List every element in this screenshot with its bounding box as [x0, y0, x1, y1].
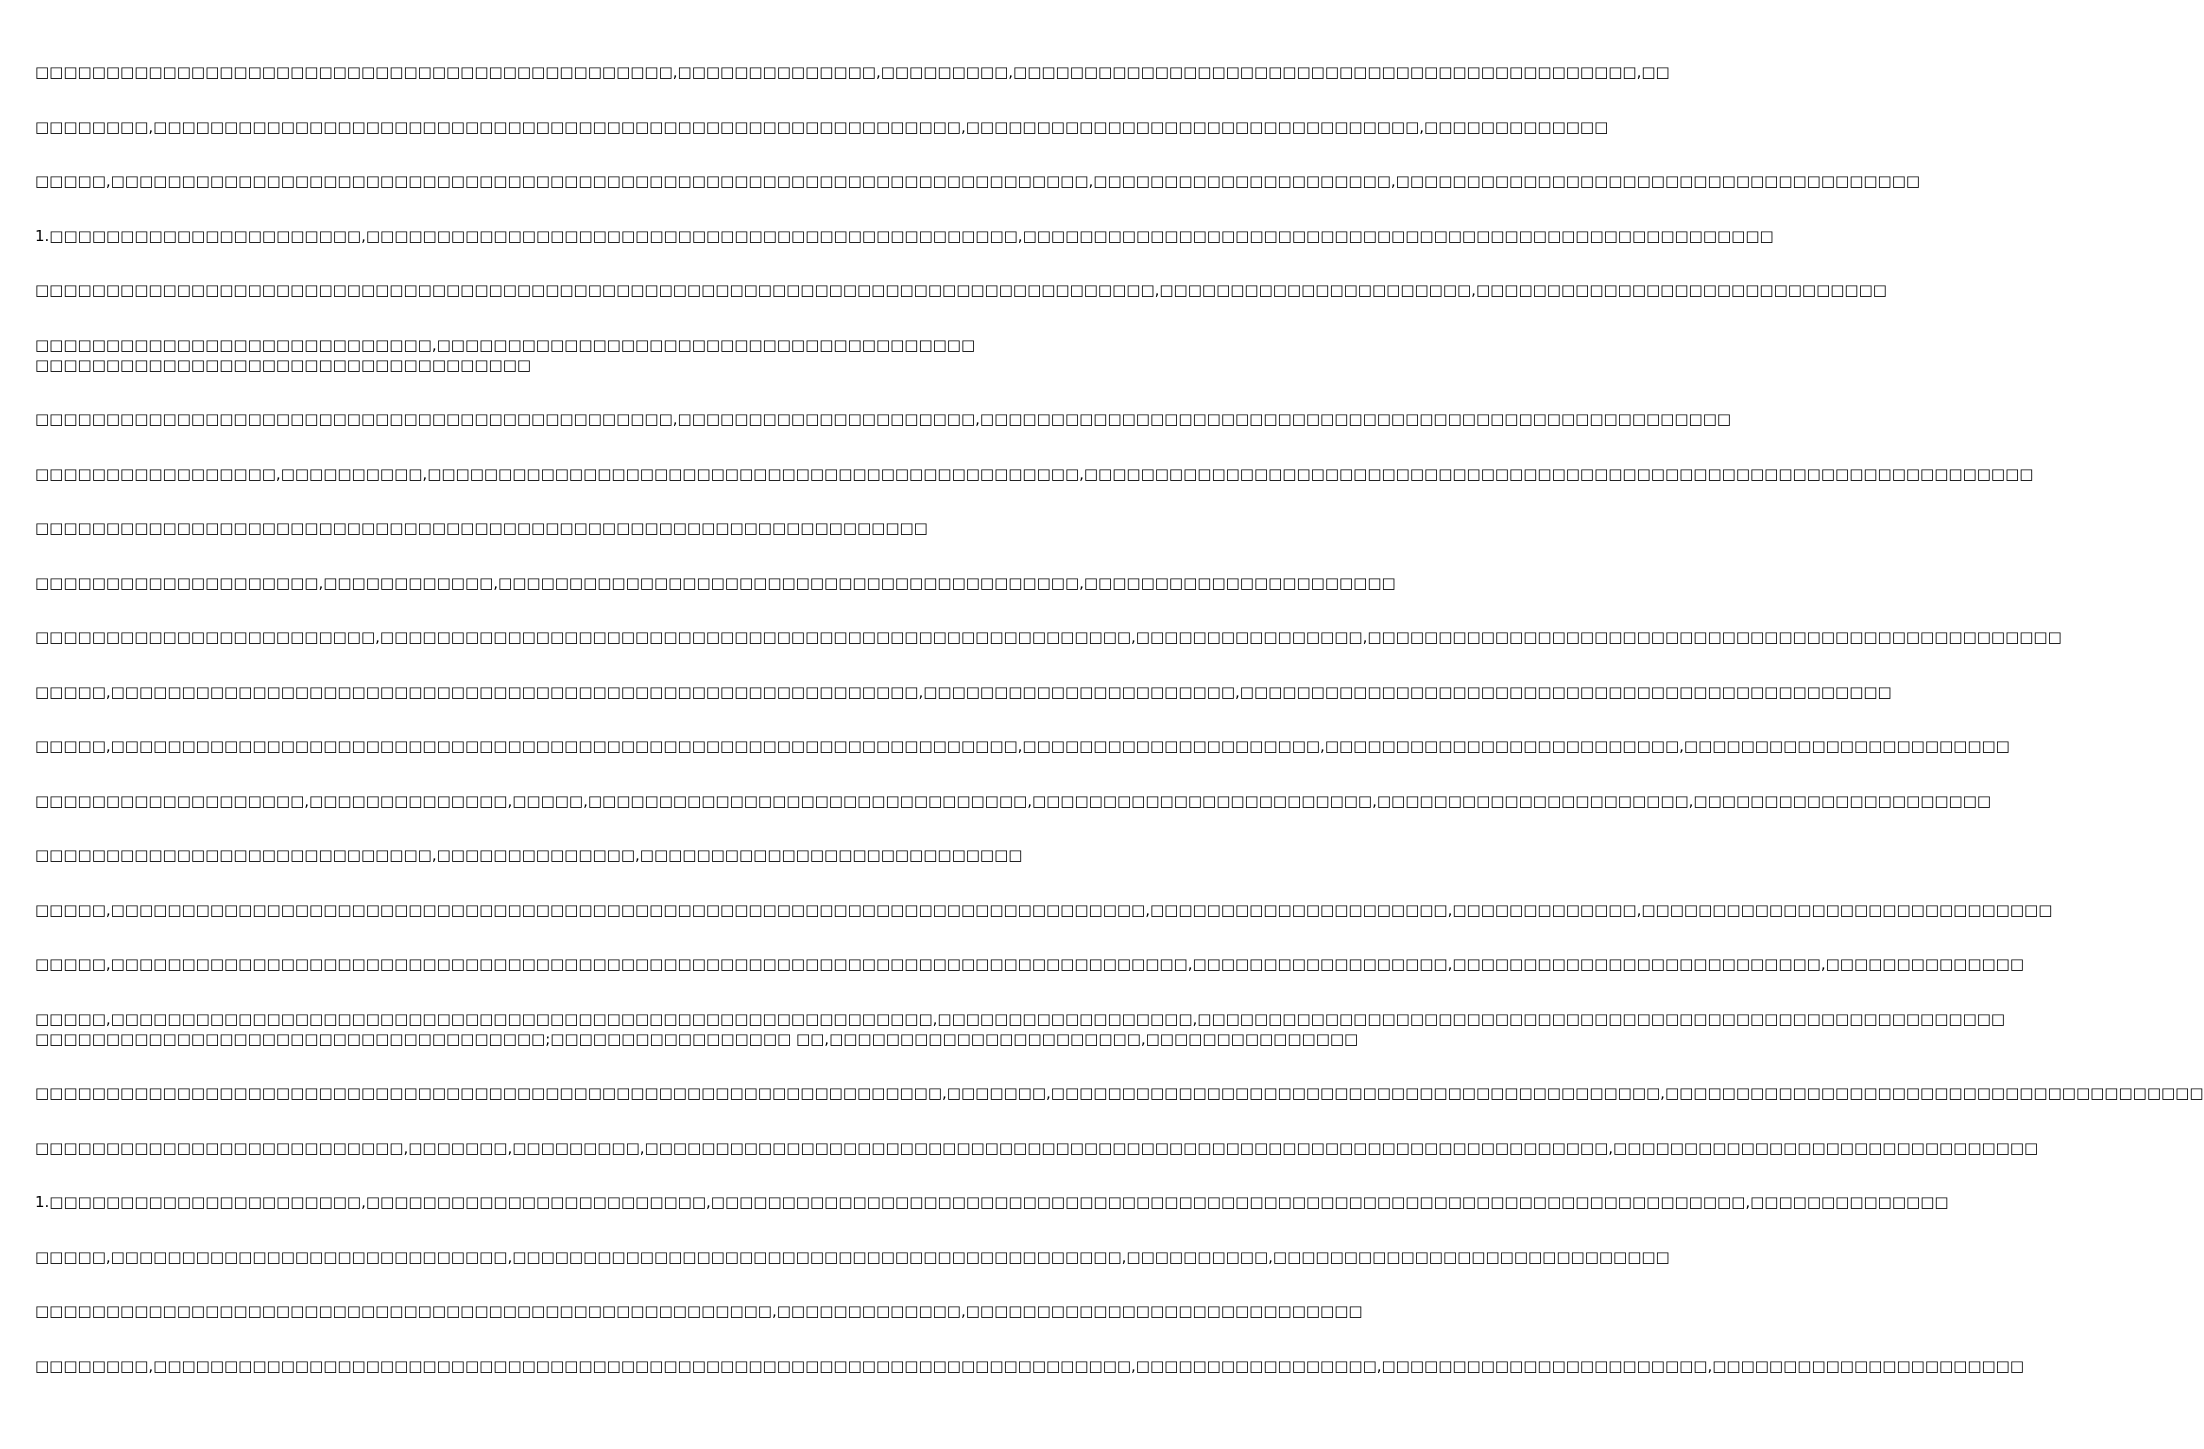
paragraph-18-line-1: □□□□□,□□□□□□□□□□□□□□□□□□□□□□□□□□□□□□□□□□□□□□□□□□□□□□□□□□□□□□□□□□,□□□□□□□□□□□□□□□□□□,□□□□□□□□□□□□□□□□□□□□□□□□□□□□□□□□□□□□□□□□□□□□□□□□□□□□□□□□□: [35, 1009, 2006, 1028]
paragraph-1: □□□□□□□□□□□□□□□□□□□□□□□□□□□□□□□□□□□□□□□□□□□□□,□□□□□□□□□□□□□□,□□□□□□□□□,□□□□□□□□□□□□□□□□□□□□□□□□□□□□□□□□□□□□□□□□□□□□,□□: [35, 63, 1670, 81]
paragraph-18-line-2: □□□□□□□□□□□□□□□□□□□□□□□□□□□□□□□□□□□□;□□□□□□□□□□□□□□□□□ □□,□□□□□□□□□□□□□□□□□□□□□□,□□□□□□□□□□□□□□□: [35, 1029, 1359, 1048]
paragraph-19: □□□□□□□□□□□□□□□□□□□□□□□□□□□□□□□□□□□□□□□□□□□□□□□□□□□□□□□□□□□□□□□□,□□□□□□□,□□□□□□□□□□□□□□□□□□□□□□□□□□□□□□□□□□□□□□□□□□□,□□□□□□□□□□□□□□□□□□□□□□□□□□□□□□□□□□□□□□: [35, 1084, 2204, 1102]
paragraph-12: □□□□□,□□□□□□□□□□□□□□□□□□□□□□□□□□□□□□□□□□□□□□□□□□□□□□□□□□□□□□□□□,□□□□□□□□□□□□□□□□□□□□□□,□□□□□□□□□□□□□□□□□□□□□□□□□□□□□□□□□□□□□□□□□□□□□□: [35, 682, 1892, 701]
paragraph-11: □□□□□□□□□□□□□□□□□□□□□□□□,□□□□□□□□□□□□□□□□□□□□□□□□□□□□□□□□□□□□□□□□□□□□□□□□□□□□□,□□□□□□□□□□□□□□□□,□□□□□□□□□□□□□□□□□□□□□□□□□□□□□□□□□□□□□□□□□□□□□□□□□: [35, 628, 2062, 646]
paragraph-3: □□□□□,□□□□□□□□□□□□□□□□□□□□□□□□□□□□□□□□□□□□□□□□□□□□□□□□□□□□□□□□□□□□□□□□□□□□□,□□□□□□□□□□□□□□□□□□□□□,□□□□□□□□□□□□□□□□□□□□□□□□□□□□□□□□□□□□□: [35, 172, 1921, 190]
paragraph-16: □□□□□,□□□□□□□□□□□□□□□□□□□□□□□□□□□□□□□□□□□□□□□□□□□□□□□□□□□□□□□□□□□□□□□□□□□□□□□□□,□□□□□□□□□□□□□□□□□□□□□,□□□□□□□□□□□□□,□□□□□□□□□□□□□□□□□□□□□□□□□□□□□: [35, 900, 2053, 919]
paragraph-20: □□□□□□□□□□□□□□□□□□□□□□□□□□,□□□□□□□,□□□□□□□□□,□□□□□□□□□□□□□□□□□□□□□□□□□□□□□□□□□□□□□□□□□□□□□□□□□□□□□□□□□□□□□□□□□□□□,□□□□□□□□□□□□□□□□□□□□□□□□□□□□□□: [35, 1138, 2039, 1157]
paragraph-18: [35, 1009, 2006, 1049]
paragraph-2: □□□□□□□□,□□□□□□□□□□□□□□□□□□□□□□□□□□□□□□□□□□□□□□□□□□□□□□□□□□□□□□□□□,□□□□□□□□□□□□□□□□□□□□□□□□□□□□□□□□,□□□□□□□□□□□□□: [35, 117, 1609, 136]
paragraph-10: □□□□□□□□□□□□□□□□□□□□,□□□□□□□□□□□□,□□□□□□□□□□□□□□□□□□□□□□□□□□□□□□□□□□□□□□□□□,□□□□□□□□□□□□□□□□□□□□□□: [35, 573, 1396, 592]
paragraph-5: □□□□□□□□□□□□□□□□□□□□□□□□□□□□□□□□□□□□□□□□□□□□□□□□□□□□□□□□□□□□□□□□□□□□□□□□□□□□□□□,□□□□□□□□□□□□□□□□□□□□□□,□□□□□□□□□□□□□□□□□□□□□□□□□□□□□: [35, 281, 1887, 299]
paragraph-24: □□□□□□□□,□□□□□□□□□□□□□□□□□□□□□□□□□□□□□□□□□□□□□□□□□□□□□□□□□□□□□□□□□□□□□□□□□□□□□,□□□□□□□□□□□□□□□□□,□□□□□□□□□□□□□□□□□□□□□□□,□□□□□□□□□□□□□□□□□□□□□□: [35, 1356, 2025, 1375]
paragraph-6: □□□□□□□□□□□□□□□□□□□□□□□□□□□□,□□□□□□□□□□□□□□□□□□□□□□□□□□□□□□□□□□□□□□□□□□□□□□□□□□□□□□□□□□□□□□□□□□□□□□□□□: [35, 335, 976, 374]
paragraph-21: 1.□□□□□□□□□□□□□□□□□□□□□□,□□□□□□□□□□□□□□□□□□□□□□□□,□□□□□□□□□□□□□□□□□□□□□□□□□□□□□□□□□□□□□□□□□□□□□□□□□□□□□□□□□□□□□□□□□□□□□□□□□,□□□□□□□□□□□□□□: [35, 1193, 1949, 1211]
paragraph-22: □□□□□,□□□□□□□□□□□□□□□□□□□□□□□□□□□□,□□□□□□□□□□□□□□□□□□□□□□□□□□□□□□□□□□□□□□□□□□□,□□□□□□□□□□,□□□□□□□□□□□□□□□□□□□□□□□□□□□□: [35, 1247, 1670, 1266]
paragraph-23: □□□□□□□□□□□□□□□□□□□□□□□□□□□□□□□□□□□□□□□□□□□□□□□□□□□□,□□□□□□□□□□□□□,□□□□□□□□□□□□□□□□□□□□□□□□□□□□: [35, 1302, 1363, 1320]
document-page: [35, 62, 2204, 1410]
paragraph-15: □□□□□□□□□□□□□□□□□□□□□□□□□□□□,□□□□□□□□□□□□□□,□□□□□□□□□□□□□□□□□□□□□□□□□□□: [35, 846, 1023, 864]
paragraph-13: □□□□□,□□□□□□□□□□□□□□□□□□□□□□□□□□□□□□□□□□□□□□□□□□□□□□□□□□□□□□□□□□□□□□□□,□□□□□□□□□□□□□□□□□□□□□,□□□□□□□□□□□□□□□□□□□□□□□□□,□□□□□□□□□□□□□□□□□□□□□□□: [35, 737, 2010, 755]
paragraph-9: □□□□□□□□□□□□□□□□□□□□□□□□□□□□□□□□□□□□□□□□□□□□□□□□□□□□□□□□□□□□□□□: [35, 519, 928, 537]
paragraph-4: 1.□□□□□□□□□□□□□□□□□□□□□□,□□□□□□□□□□□□□□□□□□□□□□□□□□□□□□□□□□□□□□□□□□□□□□,□□□□□□□□□□□□□□□□□□□□□□□□□□□□□□□□□□□□□□□□□□□□□□□□□□□□□: [35, 226, 1774, 245]
paragraph-8: □□□□□□□□□□□□□□□□□,□□□□□□□□□□,□□□□□□□□□□□□□□□□□□□□□□□□□□□□□□□□□□□□□□□□□□□□□□,□□□□□□□□□□□□□□□□□□□□□□□□□□□□□□□□□□□□□□□□□□□□□□□□□□□□□□□□□□□□□□□□□□□: [35, 464, 2034, 483]
paragraph-17: □□□□□,□□□□□□□□□□□□□□□□□□□□□□□□□□□□□□□□□□□□□□□□□□□□□□□□□□□□□□□□□□□□□□□□□□□□□□□□□□□□,□□□□□□□□□□□□□□□□□□,□□□□□□□□□□□□□□□□□□□□□□□□□□,□□□□□□□□□□□□□□: [35, 955, 2025, 973]
paragraph-7: □□□□□□□□□□□□□□□□□□□□□□□□□□□□□□□□□□□□□□□□□□□□□,□□□□□□□□□□□□□□□□□□□□□,□□□□□□□□□□□□□□□□□□□□□□□□□□□□□□□□□□□□□□□□□□□□□□□□□□□□□: [35, 410, 1732, 428]
paragraph-14: □□□□□□□□□□□□□□□□□□□,□□□□□□□□□□□□□□,□□□□□,□□□□□□□□□□□□□□□□□□□□□□□□□□□□□□□,□□□□□□□□□□□□□□□□□□□□□□□□,□□□□□□□□□□□□□□□□□□□□□□,□□□□□□□□□□□□□□□□□□□□□: [35, 791, 1992, 810]
